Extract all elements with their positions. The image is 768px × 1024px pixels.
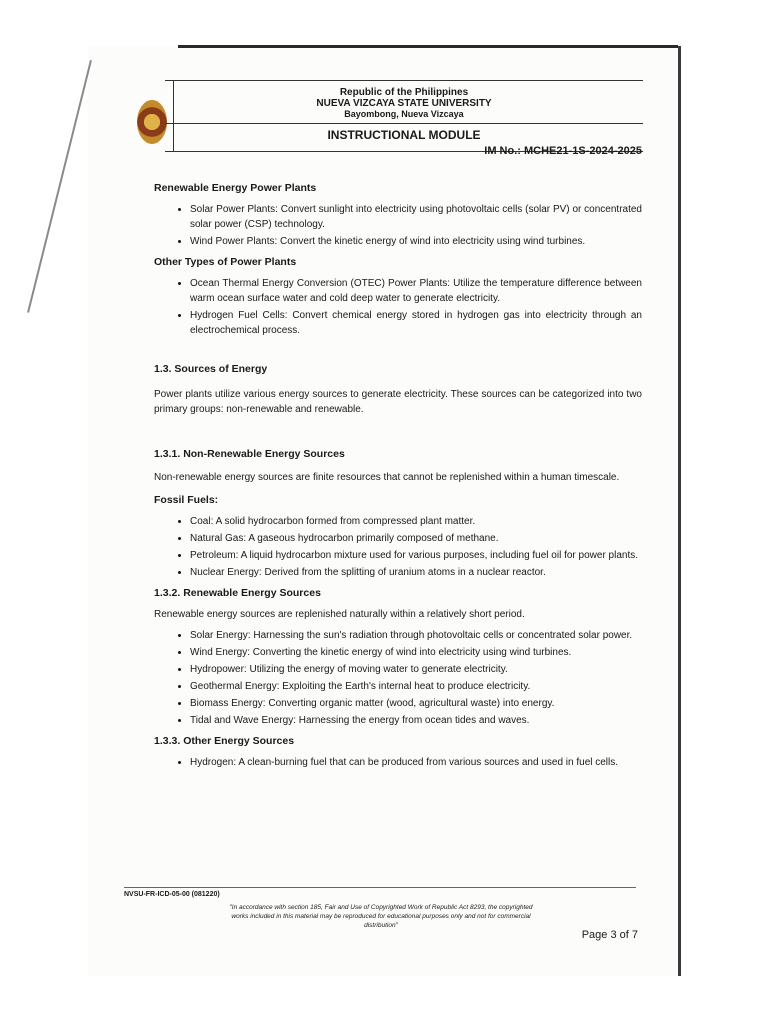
list-item: • Nuclear Energy: Derived from the splitting of uranium atoms in a nuclear reactor. <box>190 565 642 580</box>
list-item: • Petroleum: A liquid hydrocarbon mixture used for various purposes, including fuel oil for power plants. <box>190 548 642 563</box>
list-item: • Solar Power Plants: Convert sunlight into electricity using photovoltaic cells (solar PV) or concentrated solar power (CSP) technology. <box>190 202 642 232</box>
header-university: NUEVA VIZCAYA STATE UNIVERSITY <box>316 98 492 109</box>
list-item: • Hydropower: Utilizing the energy of moving water to generate electricity. <box>190 662 642 677</box>
list-item: • Wind Power Plants: Convert the kinetic energy of wind into electricity using wind turbines. <box>190 234 642 249</box>
list-fossil-fuels <box>154 514 642 580</box>
heading-sources: 1.3. Sources of Energy <box>154 363 268 375</box>
list-item: • Biomass Energy: Converting organic matter (wood, agricultural waste) into energy. <box>190 696 642 711</box>
list-item: • Coal: A solid hydrocarbon formed from compressed plant matter. <box>190 514 642 529</box>
heading-other-plants: Other Types of Power Plants <box>154 256 297 268</box>
list-item: • Natural Gas: A gaseous hydrocarbon primarily composed of methane. <box>190 531 642 546</box>
document-body <box>154 181 642 772</box>
footer-divider <box>124 887 636 888</box>
header-divider <box>165 123 643 124</box>
list-other-plants <box>154 276 642 338</box>
page-right-edge <box>678 46 681 976</box>
page-number: Page 3 of 7 <box>581 929 638 941</box>
document-header <box>165 80 643 152</box>
list-item: • Solar Energy: Harnessing the sun's radiation through photovoltaic cells or concentrated solar power. <box>190 628 642 643</box>
university-seal-icon <box>137 100 167 144</box>
header-location: Bayombong, Nueva Vizcaya <box>344 109 464 119</box>
heading-renewable: 1.3.2. Renewable Energy Sources <box>154 587 321 599</box>
paragraph-sources: Power plants utilize various energy sources to generate electricity. These sources can be categorized into two primary groups: non-renewable and renewable. <box>154 389 642 415</box>
list-item: • Tidal and Wave Energy: Harnessing the energy from ocean tides and waves. <box>190 713 642 728</box>
list-item: • Hydrogen: A clean-burning fuel that can be produced from various sources and used in fuel cells. <box>190 755 642 770</box>
page-top-edge <box>178 45 678 48</box>
list-other-sources <box>154 755 642 770</box>
header-module-title: INSTRUCTIONAL MODULE <box>327 128 481 142</box>
heading-fossil-fuels: Fossil Fuels: <box>154 494 219 506</box>
im-number: IM No.: MCHE21-1S-2024-2025 <box>484 145 642 157</box>
list-item: • Geothermal Energy: Exploiting the Earth's internal heat to produce electricity. <box>190 679 642 694</box>
footer-form-code: NVSU-FR-ICD-05-00 (081220) <box>124 891 220 898</box>
heading-other-sources: 1.3.3. Other Energy Sources <box>154 735 295 747</box>
list-renewable <box>154 628 642 728</box>
list-item: • Ocean Thermal Energy Conversion (OTEC) Power Plants: Utilize the temperature difference between warm ocean surface water and cold deep water to generate electricity. <box>190 276 642 306</box>
footer-copyright-note: "In accordance with section 185, Fair and Use of Copyrighted Work of Republic Act 8293, the copyrighted works included in this material may be reproduced for educational purposes only and not for commercial distribution" <box>229 904 533 929</box>
list-item: • Wind Energy: Converting the kinetic energy of wind into electricity using wind turbines. <box>190 645 642 660</box>
heading-renewable-plants: Renewable Energy Power Plants <box>154 182 317 194</box>
paragraph-non-renewable: Non-renewable energy sources are finite resources that cannot be replenished within a human timescale. <box>154 472 620 483</box>
list-renewable-plants <box>154 202 642 249</box>
header-republic: Republic of the Philippines <box>339 87 469 98</box>
list-item: • Hydrogen Fuel Cells: Convert chemical energy stored in hydrogen gas into electricity through an electrochemical process. <box>190 308 642 338</box>
paragraph-renewable: Renewable energy sources are replenished naturally within a relatively short period. <box>154 609 525 620</box>
heading-non-renewable: 1.3.1. Non-Renewable Energy Sources <box>154 448 345 460</box>
page-left-edge <box>27 60 92 313</box>
